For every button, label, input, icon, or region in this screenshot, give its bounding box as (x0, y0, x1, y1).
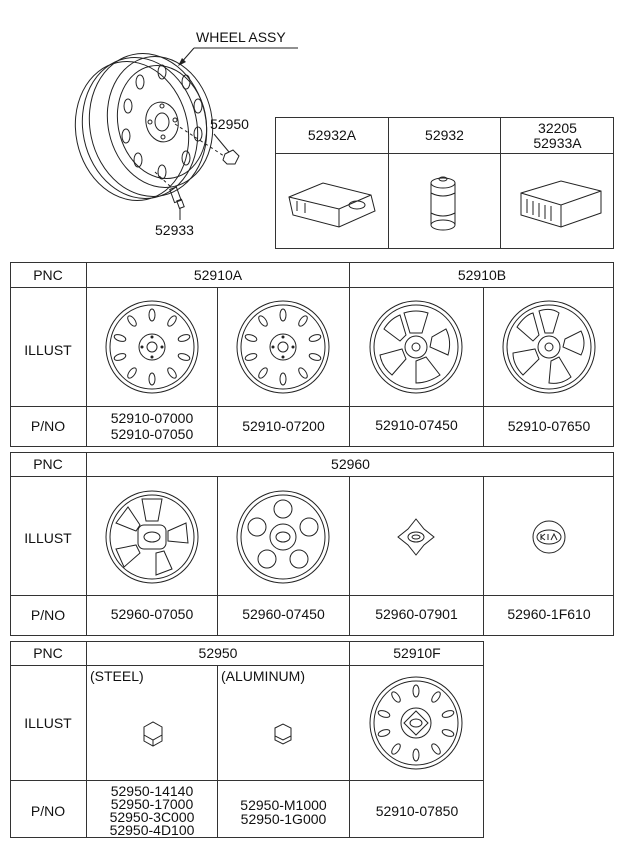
illust-row-label: ILLUST (24, 342, 72, 358)
part-number: 52950-M1000 (240, 797, 327, 813)
pnc-row-label: PNC (33, 645, 63, 661)
pnc-group-label: 52950 (198, 645, 238, 661)
steel-wheel-icon (102, 297, 202, 397)
illust-row-label: ILLUST (24, 715, 72, 731)
repair-kit-icon (283, 175, 383, 235)
part-number: 52960-07901 (375, 606, 458, 622)
part-number: 52950-4D100 (109, 822, 195, 838)
lug-nut-icon (138, 719, 168, 749)
steel-wheel-icon (366, 673, 466, 773)
part-number: 52950-3C000 (109, 809, 195, 825)
part-number: 52960-07050 (110, 606, 194, 622)
pnc-row-label: PNC (33, 267, 63, 283)
part-number: 52950-14140 (110, 783, 194, 799)
wheel-cover-icon (233, 487, 333, 587)
steel-wheel-icon (233, 297, 333, 397)
part-52933-label: 52933 (155, 222, 194, 238)
part-number: 52910-07050 (110, 426, 194, 442)
part-52950-label: 52950 (210, 116, 249, 132)
accessory-pnc-label: 32205 (538, 120, 577, 136)
pnc-group-label: 52910B (457, 267, 507, 283)
part-number: 52950-17000 (110, 796, 194, 812)
aluminum-subtitle: (ALUMINUM) (221, 668, 305, 684)
accessory-pnc-label: 52932 (425, 127, 464, 143)
sealant-can-icon (425, 173, 465, 243)
pno-row-label: P/NO (30, 803, 66, 819)
accessory-pnc-label: 52933A (533, 135, 582, 151)
part-number: 52910-07000 (110, 410, 194, 426)
pno-row-label: P/NO (30, 418, 66, 434)
wheel-assy-label: WHEEL ASSY (196, 29, 286, 45)
part-number: 52960-07450 (242, 606, 325, 622)
center-cap-icon (396, 517, 436, 557)
alloy-wheel-icon (366, 297, 466, 397)
part-number: 52950-1G000 (240, 811, 327, 827)
part-number: 52910-07200 (242, 418, 325, 434)
pnc-group-label: 52960 (331, 456, 370, 472)
steel-subtitle: (STEEL) (90, 668, 144, 684)
illust-row-label: ILLUST (24, 530, 72, 546)
part-number: 52910-07450 (375, 417, 458, 433)
part-number: 52960-1F610 (507, 606, 591, 622)
kia-emblem-icon (529, 517, 569, 557)
pnc-group-label: 52910A (193, 267, 243, 283)
compressor-icon (517, 175, 607, 235)
part-number: 52910-07650 (507, 418, 591, 434)
accessory-pnc-label: 52932A (307, 127, 357, 143)
pnc-row-label: PNC (33, 456, 63, 472)
wheel-cover-icon (102, 487, 202, 587)
alloy-wheel-icon (499, 297, 599, 397)
part-number: 52910-07850 (375, 803, 459, 819)
lug-nut-icon (271, 721, 295, 747)
pnc-group-label: 52910F (393, 645, 441, 661)
pno-row-label: P/NO (30, 607, 66, 623)
